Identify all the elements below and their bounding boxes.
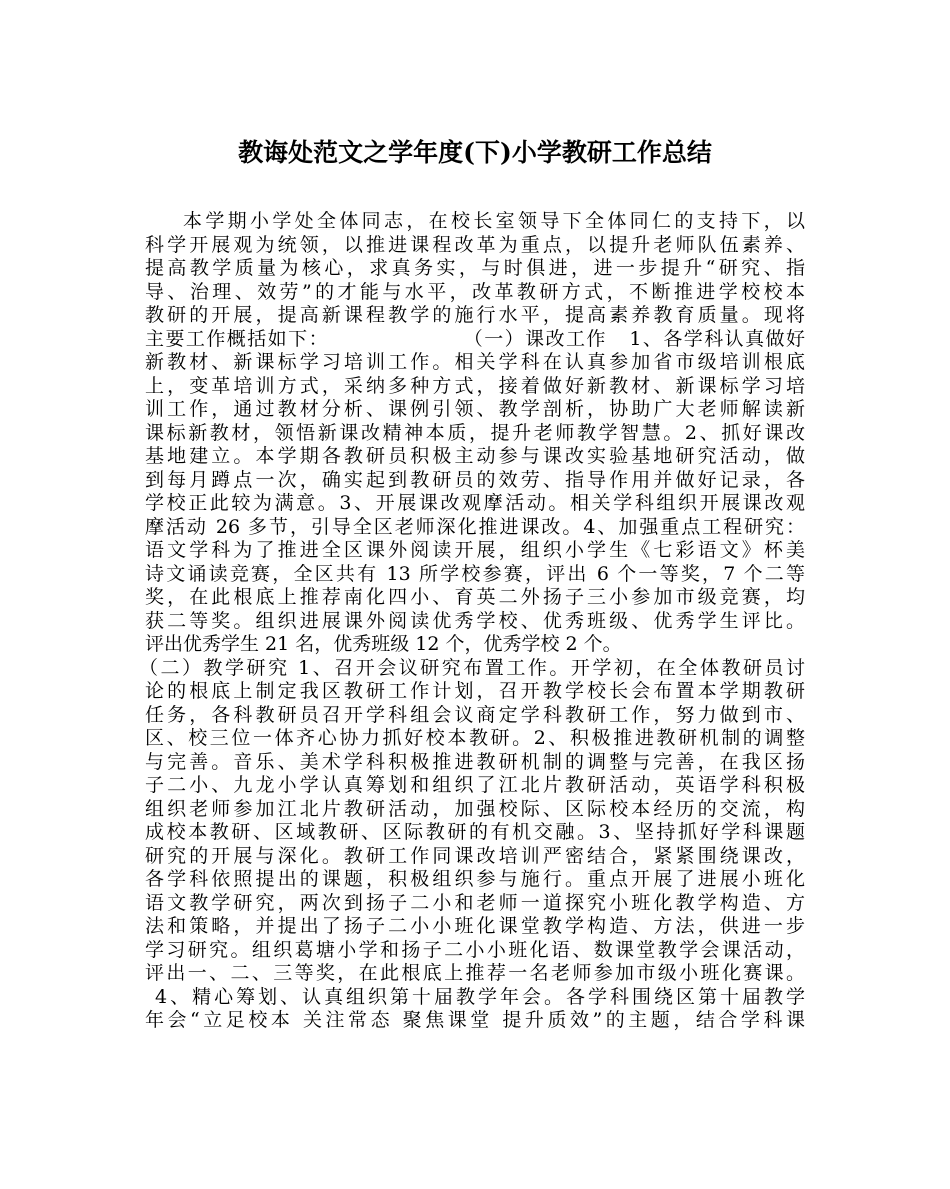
body-line: 4、精心筹划、认真组织第十届教学年会。各学科围绕区第十届教学 [155, 985, 805, 1008]
body-line: 上，变革培训方式，采纳多种方式，接着做好新教材、新课标学习培 [145, 374, 805, 397]
body-line: 提高教学质量为核心，求真务实，与时俱进，进一步提升“研究、指 [145, 257, 805, 279]
body-line: 奖，在此根底上推荐南化四小、育英二外扬子三小参加市级竞赛，均 [145, 586, 805, 608]
body-line: 年会“立足校本 关注常态 聚焦课堂 提升质效”的主题，结合学科课 [145, 1009, 805, 1031]
body-line: 评出一、二、三等奖，在此根底上推荐一名老师参加市级小班化赛课。 [145, 962, 805, 984]
body-line: 语文教学研究，两次到扬子二小和老师一道探究小班化教学构造、方 [145, 891, 805, 914]
body-line: 获二等奖。组织进展课外阅读优秀学校、优秀班级、优秀学生评比。 [145, 609, 805, 632]
body-line: 本学期小学处全体同志，在校长室领导下全体同仁的支持下，以 [183, 210, 805, 232]
body-line: 任务，各科教研员召开学科组会议商定学科教研工作，努力做到市、 [145, 703, 805, 726]
body-line: （二）教学研究 1、召开会议研究布置工作。开学初，在全体教研员讨 [139, 656, 805, 679]
body-line: 主要工作概括如下： （一）课改工作 1、各学科认真做好 [145, 327, 805, 350]
body-line: 学校正此较为满意。3、开展课改观摩活动。相关学科组织开展课改观 [145, 492, 805, 514]
body-line: 区、校三位一体齐心协力抓好校本教研。2、积极推进教研机制的调整 [145, 727, 805, 749]
body-line: 子二小、九龙小学认真筹划和组织了江北片教研活动，英语学科积极 [145, 774, 805, 796]
document-body [139, 210, 805, 1033]
body-line: 论的根底上制定我区教研工作计划，召开教学校长会布置本学期教研 [145, 680, 805, 702]
body-line: 评出优秀学生 21 名，优秀班级 12 个，优秀学校 2 个。 [145, 633, 622, 655]
body-line: 各学科依照提出的课题，积极组织参与施行。重点开展了进展小班化 [145, 868, 805, 890]
body-line: 导、治理、效劳”的才能与水平，改革教研方式，不断推进学校校本 [145, 280, 805, 303]
document-title: 教诲处范文之学年度(下)小学教研工作总结 [238, 138, 712, 167]
body-line: 新教材、新课标学习培训工作。相关学科在认真参加省市级培训根底 [145, 351, 805, 373]
body-line: 科学开展观为统领，以推进课程改革为重点，以提升老师队伍素养、 [145, 233, 805, 256]
body-line: 语文学科为了推进全区课外阅读开展，组织小学生《七彩语文》杯美 [145, 539, 805, 561]
body-line: 组织老师参加江北片教研活动，加强校际、区际校本经历的交流，构 [145, 797, 805, 820]
body-line: 基地建立。本学期各教研员积极主动参与课改实验基地研究活动，做 [145, 445, 805, 467]
body-line: 训工作，通过教材分析、课例引领、教学剖析，协助广大老师解读新 [145, 398, 805, 420]
body-line: 课标新教材，领悟新课改精神本质，提升老师教学智慧。2、抓好课改 [145, 421, 805, 444]
body-line: 到每月蹲点一次，确实起到教研员的效劳、指导作用并做好记录，各 [145, 468, 805, 491]
body-line: 法和策略，并提出了扬子二小小班化课堂教学构造、方法，供进一步 [145, 915, 805, 937]
body-line: 研究的开展与深化。教研工作同课改培训严密结合，紧紧围绕课改， [145, 844, 805, 867]
body-line: 与完善。音乐、美术学科积极推进教研机制的调整与完善，在我区扬 [145, 750, 805, 773]
body-line: 成校本教研、区域教研、区际教研的有机交融。3、坚持抓好学科课题 [145, 821, 805, 843]
body-line: 教研的开展，提高新课程教学的施行水平，提高素养教育质量。现将 [145, 304, 805, 326]
body-line: 诗文诵读竞赛，全区共有 13 所学校参赛，评出 6 个一等奖，7 个二等 [145, 562, 805, 585]
body-line: 学习研究。组织葛塘小学和扬子二小小班化语、数课堂教学会课活动， [145, 938, 805, 961]
body-line: 摩活动 26 多节，引导全区老师深化推进课改。4、加强重点工程研究： [145, 515, 805, 538]
